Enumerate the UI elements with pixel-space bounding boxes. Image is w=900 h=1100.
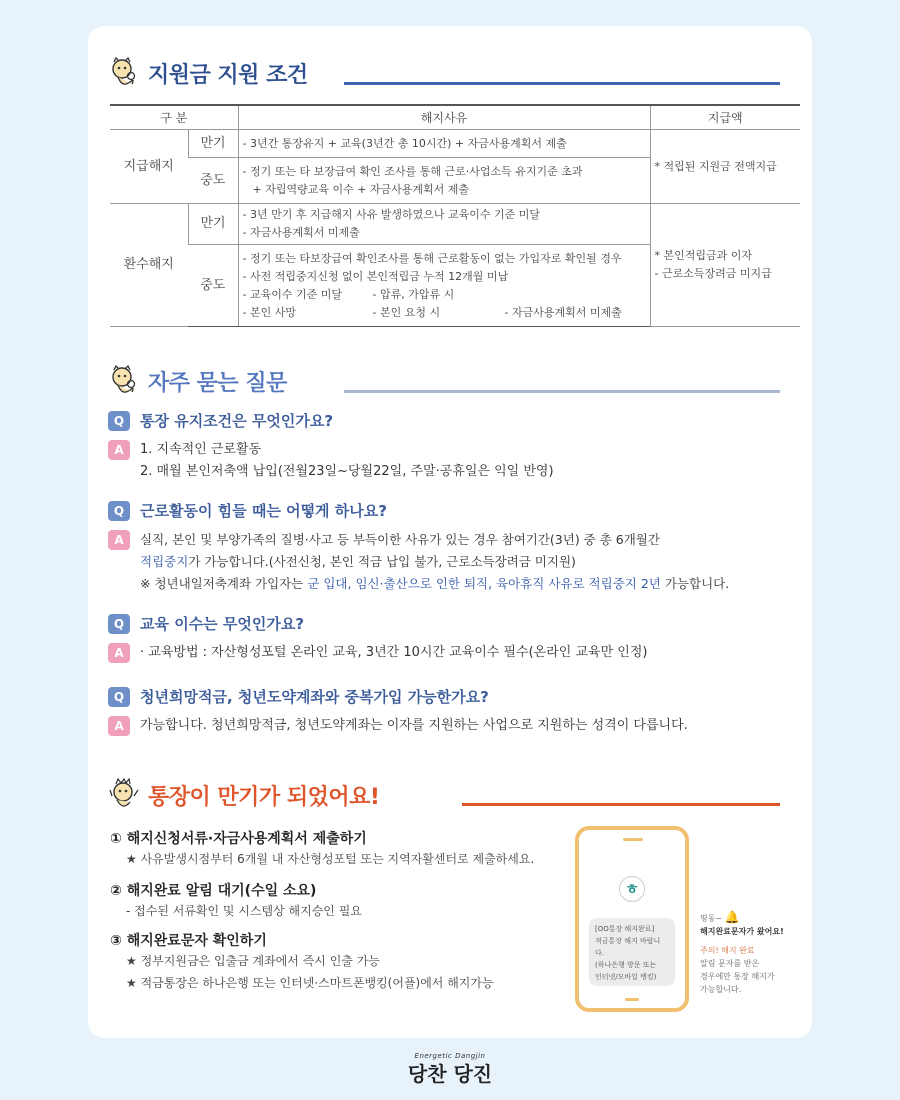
header-reason: 해지사유 — [238, 105, 650, 130]
reason-line: - 3년간 통장유지 + 교육(3년간 총 10시간) + 자금사용계획서 제출 — [242, 136, 567, 150]
notice-line: 경우에만 통장 해지가 — [700, 972, 775, 981]
step-item — [110, 880, 570, 922]
notice-line: 가능합니다. — [700, 985, 742, 994]
answer-icon: A — [108, 530, 130, 550]
question-icon: Q — [108, 411, 130, 431]
notice-line: 주의! 해지 완료 — [700, 946, 755, 955]
section-maturity-divider — [462, 803, 780, 806]
step-line: ★ 정부지원금은 입출금 계좌에서 즉시 인출 가능 — [126, 954, 380, 968]
step-item — [110, 930, 570, 994]
notice-title-1: 띵동~ — [700, 914, 723, 923]
answer-line — [140, 573, 729, 595]
reason-item: - 본인 사망 — [242, 305, 296, 319]
question-text: 통장 유지조건은 무엇인가요? — [140, 412, 334, 430]
reason-cell — [238, 204, 650, 245]
content-card — [88, 26, 812, 1038]
table-header-row — [110, 105, 800, 130]
reason-line — [243, 286, 646, 304]
faq-item — [108, 410, 798, 483]
table-row — [110, 204, 800, 245]
mascot-icon — [108, 364, 142, 398]
answer-line: 가능합니다. 청년희망적금, 청년도약계좌는 이자를 지원하는 사업으로 지원하는 성격이 다릅니다. — [140, 718, 688, 733]
conditions-table — [110, 104, 800, 327]
question-text: 근로활동이 힘들 때는 어떻게 하나요? — [140, 502, 387, 520]
payout-jigeup: * 적립된 지원금 전액지급 — [650, 130, 800, 204]
faq-answer — [108, 529, 798, 595]
answer-highlight: 군 입대, 임신·출산으로 인한 퇴직, 육아휴직 사유로 적립중지 2년 — [307, 576, 661, 591]
phone-home-button — [625, 998, 639, 1001]
reason-line: - 정기 또는 타 보장급여 확인 조사를 통해 근로·사업소득 유지기준 초과 — [242, 164, 583, 178]
step-line: - 접수된 서류확인 및 시스템상 해지승인 필요 — [126, 904, 362, 918]
reason-line: - 자금사용계획서 미제출 — [242, 226, 360, 239]
step-title: ② 해지완료 알림 대기(수일 소요) — [110, 883, 317, 899]
step-item — [110, 828, 570, 870]
section-faq-header — [108, 364, 287, 398]
reason-line: - 정기 또는 타보장급여 확인조사를 통해 근로활동이 없는 가입자로 확인될 경우 — [242, 251, 622, 265]
step-title: ① 해지신청서류·자금사용계획서 제출하기 — [110, 831, 367, 847]
mascot-icon — [108, 56, 142, 90]
payout-line: - 근로소득장려금 미지급 — [654, 267, 772, 280]
reason-item: - 본인 요청 시 — [372, 305, 441, 319]
step-line: ★ 적금통장은 하나은행 또는 인터넷·스마트폰뱅킹(어플)에서 해지가능 — [126, 976, 494, 990]
reason-cell — [238, 245, 650, 327]
section-conditions-header — [108, 56, 308, 90]
sms-line: (하나은행 방문 또는 — [595, 961, 657, 969]
answer-icon: A — [108, 440, 130, 460]
question-text: 청년희망적금, 청년도약계좌와 중복가입 가능한가요? — [140, 688, 489, 706]
faq-question — [108, 410, 798, 431]
sms-line: [OO통장 해지완료] — [595, 925, 655, 933]
phone-screen — [583, 848, 681, 993]
answer-line: · 교육방법 : 자산형성포털 온라인 교육, 3년간 10시간 교육이수 필수(온라인 교육만 인정) — [140, 645, 648, 660]
sms-notice — [700, 911, 800, 996]
mascot-icon — [108, 778, 142, 812]
notice-line: 알림 문자를 받은 — [700, 959, 760, 968]
section-conditions-divider — [344, 82, 780, 85]
sms-bubble — [589, 918, 675, 986]
section-maturity-title: 통장이 만기가 되었어요! — [148, 784, 380, 810]
answer-text: 가 가능합니다.(사전신청, 본인 적금 납입 불가, 근로소득장려금 미지원) — [188, 554, 576, 569]
reason-line: - 사전 적립중지신청 없이 본인적립금 누적 12개월 미납 — [242, 269, 509, 283]
answer-line: 1. 지속적인 근로활동 — [140, 442, 262, 457]
table-row — [110, 130, 800, 158]
question-icon: Q — [108, 501, 130, 521]
faq-answer — [108, 642, 798, 664]
type-cell: 중도 — [188, 245, 238, 327]
faq-answer — [108, 715, 798, 737]
notice-title — [700, 911, 800, 925]
answer-line: 2. 매월 본인저축액 납입(전월23일~당월22일, 주말·공휴일은 익일 반영) — [140, 464, 554, 479]
answer-icon: A — [108, 643, 130, 663]
faq-question — [108, 686, 798, 707]
question-icon: Q — [108, 614, 130, 634]
reason-cell — [238, 158, 650, 204]
section-conditions-title: 지원금 지원 조건 — [148, 62, 308, 88]
question-text: 교육 이수는 무엇인가요? — [140, 615, 305, 633]
reason-line — [243, 304, 646, 322]
sms-line: 적금통장 해지 바랍니다. — [595, 937, 661, 957]
sms-line: 인터넷/모바일 뱅킹) — [595, 973, 657, 981]
answer-text: ※ 청년내일저축계좌 가입자는 — [140, 576, 304, 591]
section-faq-title: 자주 묻는 질문 — [148, 370, 287, 396]
maturity-steps — [110, 828, 570, 994]
dangjin-logo — [400, 1052, 500, 1092]
faq-question — [108, 500, 798, 521]
answer-highlight: 적립중지 — [140, 554, 189, 569]
answer-line — [140, 551, 729, 573]
group-hwansu: 환수해지 — [110, 204, 188, 327]
bell-icon: 🔔 — [724, 910, 740, 924]
section-maturity-header — [108, 778, 379, 812]
notice-title-2: 해지완료문자가 왔어요! — [700, 927, 784, 936]
answer-text: 가능합니다. — [664, 576, 730, 591]
step-line: ★ 사유발생시점부터 6개월 내 자산형성포털 또는 지역자활센터로 제출하세요. — [126, 852, 535, 866]
faq-question — [108, 613, 798, 634]
payout-line: * 본인적립금과 이자 — [654, 249, 753, 262]
reason-line: - 3년 만기 후 지급해지 사유 발생하였으나 교육이수 기준 미달 — [242, 208, 540, 221]
reason-item: - 압류, 가압류 시 — [372, 287, 455, 301]
group-jigeup: 지급해지 — [110, 130, 188, 204]
payout-hwansu — [650, 204, 800, 327]
logo-title: 당찬 당진 — [407, 1062, 493, 1086]
faq-item — [108, 686, 798, 737]
type-cell: 중도 — [188, 158, 238, 204]
phone-speaker — [623, 838, 643, 841]
faq-item — [108, 613, 798, 664]
type-cell: 만기 — [188, 130, 238, 158]
reason-item: - 교육이수 기준 미달 — [242, 287, 342, 301]
section-faq-divider — [344, 390, 780, 393]
logo-subtitle: Energetic Dangjin — [414, 1052, 486, 1060]
type-cell: 만기 — [188, 204, 238, 245]
bank-logo-icon: ㅎ — [619, 876, 645, 902]
answer-icon: A — [108, 716, 130, 736]
header-category: 구 분 — [110, 105, 238, 130]
faq-item — [108, 500, 798, 595]
header-payout: 지급액 — [650, 105, 800, 130]
answer-line: 실직, 본인 및 부양가족의 질병·사고 등 부득이한 사유가 있는 경우 참여기간(3년) 중 총 6개월간 — [140, 532, 660, 547]
reason-line: + 자립역량교육 이수 + 자금사용계획서 제출 — [252, 182, 470, 196]
faq-answer — [108, 439, 798, 483]
reason-cell — [238, 130, 650, 158]
question-icon: Q — [108, 687, 130, 707]
reason-item: - 자금사용계획서 미제출 — [504, 305, 622, 319]
phone-illustration — [575, 826, 689, 1012]
step-title: ③ 해지완료문자 확인하기 — [110, 933, 267, 949]
